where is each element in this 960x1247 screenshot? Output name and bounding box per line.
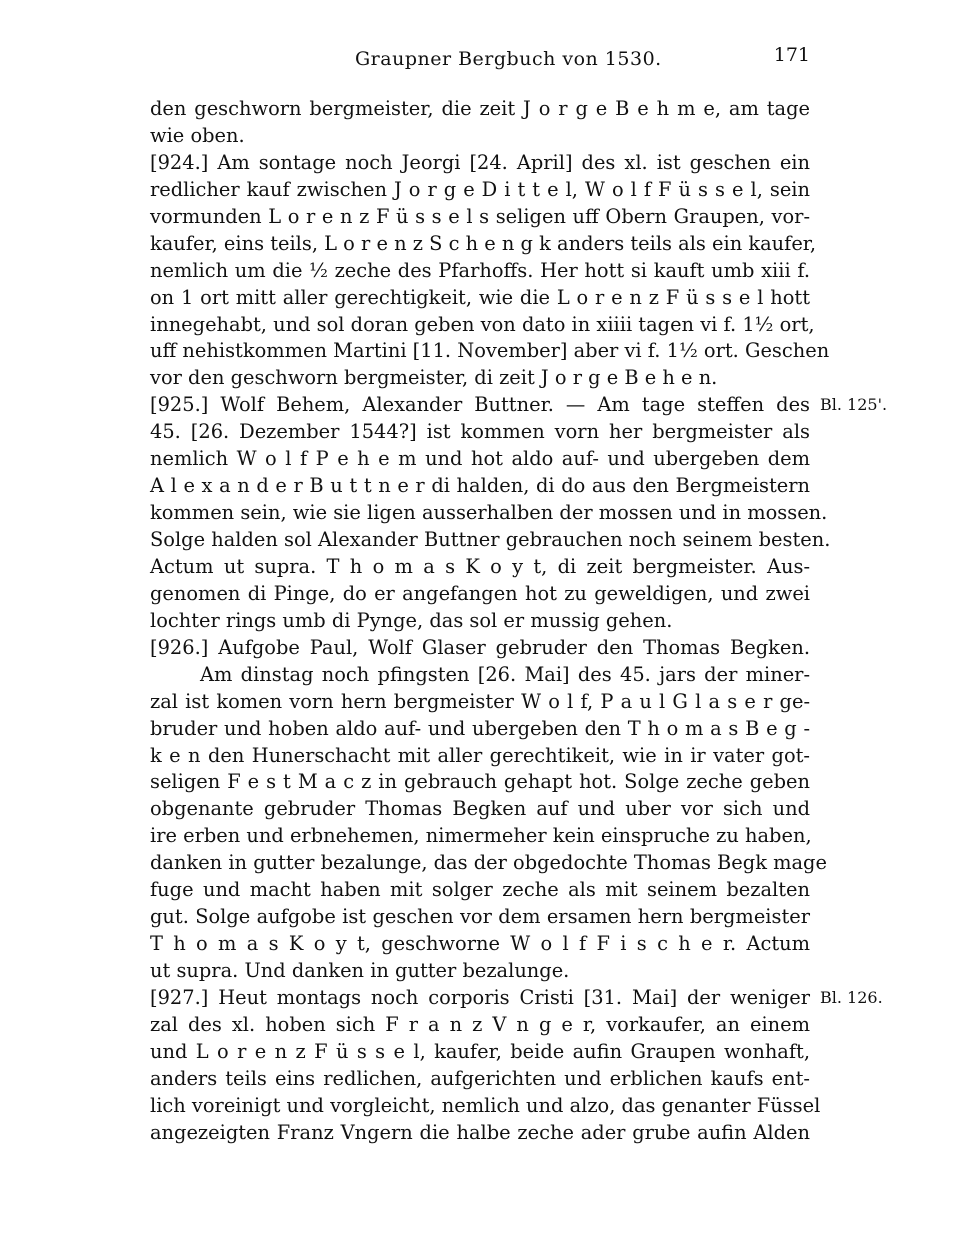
text-line bbox=[150, 1093, 821, 1120]
text-line-content: vormunden L o r e n z F ü s s e l s seligen uff Obern Graupen, vor- bbox=[150, 204, 810, 228]
text-line bbox=[150, 769, 810, 796]
text-line bbox=[150, 1012, 810, 1039]
text-line bbox=[150, 581, 810, 608]
text-line-content: uff nehistkommen Martini [11. November] aber vi f. 1½ ort. Geschen bbox=[150, 339, 830, 363]
text-line-content: [924.] Am sontage noch Jeorgi [24. April] des xl. ist geschen ein bbox=[150, 150, 810, 174]
text-line bbox=[150, 716, 810, 743]
text-line bbox=[150, 96, 810, 123]
text-line bbox=[150, 285, 810, 312]
text-line-content: danken in gutter bezalunge, das der obgedochte Thomas Begk mage bbox=[150, 851, 827, 875]
text-line-content: seligen F e s t M a c z in gebrauch gehapt hot. Solge zeche geben bbox=[150, 770, 810, 794]
text-line bbox=[150, 1039, 810, 1066]
running-head bbox=[150, 44, 810, 74]
text-line-content: Solge halden sol Alexander Buttner gebrauchen noch seinem besten. bbox=[150, 528, 831, 551]
text-line-content: on 1 ort mitt aller gerechtigkeit, wie die L o r e n z F ü s s e l hott bbox=[150, 285, 810, 309]
text-line bbox=[150, 743, 810, 770]
margin-note: Bl. 125'. bbox=[820, 395, 888, 415]
text-line-content: T h o m a s K o y t, geschworne W o l f F i s c h e r. Actum bbox=[150, 932, 810, 956]
text-line-content: nemlich W o l f P e h e m und hot aldo auf- und ubergeben dem bbox=[150, 447, 810, 471]
text-line-content: ire erben und erbnehemen, nimermeher kein einspruche zu haben, bbox=[150, 824, 812, 848]
text-line bbox=[150, 446, 810, 473]
text-line-content: k e n den Hunerschacht mit aller gerechtikeit, wie in ir vater got- bbox=[150, 743, 810, 767]
text-line-content: zal ist komen vorn hern bergmeister W o l f, P a u l G l a s e r ge- bbox=[150, 689, 810, 713]
text-line bbox=[150, 635, 810, 662]
text-line-content: [926.] Aufgobe Paul, Wolf Glaser gebruder den Thomas Begken. bbox=[150, 635, 810, 659]
margin-note: Bl. 126. bbox=[820, 987, 883, 1007]
text-line-content: fuge und macht haben mit solger zeche als mit seinem bezalten bbox=[150, 878, 810, 902]
text-line bbox=[150, 904, 810, 931]
text-line bbox=[150, 985, 883, 1012]
text-line-content: und L o r e n z F ü s s e l, kaufer, beide aufin Graupen wonhaft, bbox=[150, 1039, 810, 1063]
text-line bbox=[150, 958, 810, 985]
text-line bbox=[150, 554, 810, 581]
page-number: 171 bbox=[773, 44, 810, 66]
text-line-content: gut. Solge aufgobe ist geschen vor dem ersamen hern bergmeister bbox=[150, 905, 810, 929]
text-line-content: Am dinstag noch pfingsten [26. Mai] des 45. jars der miner- bbox=[200, 662, 810, 686]
text-line bbox=[150, 608, 810, 635]
text-line bbox=[150, 500, 828, 527]
text-line bbox=[150, 796, 810, 823]
text-line bbox=[150, 931, 810, 958]
text-line-content: bruder und hoben aldo auf- und ubergeben den T h o m a s B e g - bbox=[150, 716, 810, 740]
text-line-content: innegehabt, und sol doran geben von dato in xiiii tagen vi f. 1½ ort, bbox=[150, 312, 815, 336]
text-line-content: [927.] Heut montags noch corporis Cristi [31. Mai] der weniger bbox=[150, 985, 810, 1009]
text-line-content: angezeigten Franz Vngern die halbe zeche ader grube aufin Alden bbox=[150, 1120, 810, 1144]
text-line-content: 45. [26. Dezember 1544?] ist kommen vorn her bergmeister als bbox=[150, 420, 810, 444]
body-text bbox=[150, 96, 888, 1147]
running-title: Graupner Bergbuch von 1530. bbox=[355, 48, 662, 70]
text-line bbox=[150, 1120, 810, 1147]
text-line-content: genomen di Pinge, do er angefangen hot zu geweldigen, und zwei bbox=[150, 581, 810, 605]
text-line bbox=[150, 473, 810, 500]
text-line bbox=[150, 204, 810, 231]
text-line-content: redlicher kauf zwischen J o r g e D i t t e l, W o l f F ü s s e l, sein bbox=[150, 177, 810, 201]
text-line-content: [925.] Wolf Behem, Alexander Buttner. — Am tage steffen des bbox=[150, 393, 810, 417]
text-line bbox=[150, 177, 810, 204]
text-line bbox=[150, 338, 830, 365]
text-line-content: lochter rings umb di Pynge, das sol er mussig gehen. bbox=[150, 608, 673, 632]
text-line-content: kaufer, eins teils, L o r e n z S c h e n g k anders teils als ein kaufer, bbox=[150, 231, 817, 255]
text-line bbox=[150, 123, 810, 150]
text-line bbox=[150, 312, 815, 339]
text-line-content: zal des xl. hoben sich F r a n z V n g e r, vorkaufer, an einem bbox=[150, 1012, 810, 1036]
text-line-content: anders teils eins redlichen, aufgerichten und erblichen kaufs ent- bbox=[150, 1066, 810, 1090]
text-line bbox=[150, 365, 810, 392]
text-line-content: nemlich um die ½ zeche des Pfarhoffs. Her hott si kauft umb xiii f. bbox=[150, 258, 810, 282]
text-line-content: wie oben. bbox=[150, 123, 245, 147]
text-line-content: lich voreinigt und vorgleicht, nemlich und alzo, das genanter Füssel bbox=[150, 1093, 821, 1117]
text-line bbox=[150, 150, 810, 177]
text-line bbox=[150, 662, 810, 689]
text-line-content: obgenante gebruder Thomas Begken auf und uber vor sich und bbox=[150, 797, 810, 821]
text-line bbox=[150, 258, 810, 285]
text-line bbox=[150, 231, 817, 258]
text-line bbox=[150, 1066, 810, 1093]
text-line bbox=[150, 689, 810, 716]
text-line bbox=[150, 877, 810, 904]
text-line bbox=[150, 850, 827, 877]
text-line bbox=[150, 823, 810, 850]
text-line-content: A l e x a n d e r B u t t n e r di halden, di do aus den Bergmeistern bbox=[150, 474, 810, 498]
text-line bbox=[150, 527, 831, 554]
text-line-content: Actum ut supra. T h o m a s K o y t, di zeit bergmeister. Aus- bbox=[150, 554, 810, 578]
text-line-content: ut supra. Und danken in gutter bezalunge. bbox=[150, 959, 570, 982]
text-line-content: den geschworn bergmeister, die zeit J o r g e B e h m e, am tage bbox=[150, 97, 810, 120]
text-line bbox=[150, 392, 888, 419]
text-line-content: vor den geschworn bergmeister, di zeit J o r g e B e h e n. bbox=[150, 366, 718, 390]
text-line-content: kommen sein, wie sie ligen ausserhalben der mossen und in mossen. bbox=[150, 501, 828, 525]
text-line bbox=[150, 419, 810, 446]
